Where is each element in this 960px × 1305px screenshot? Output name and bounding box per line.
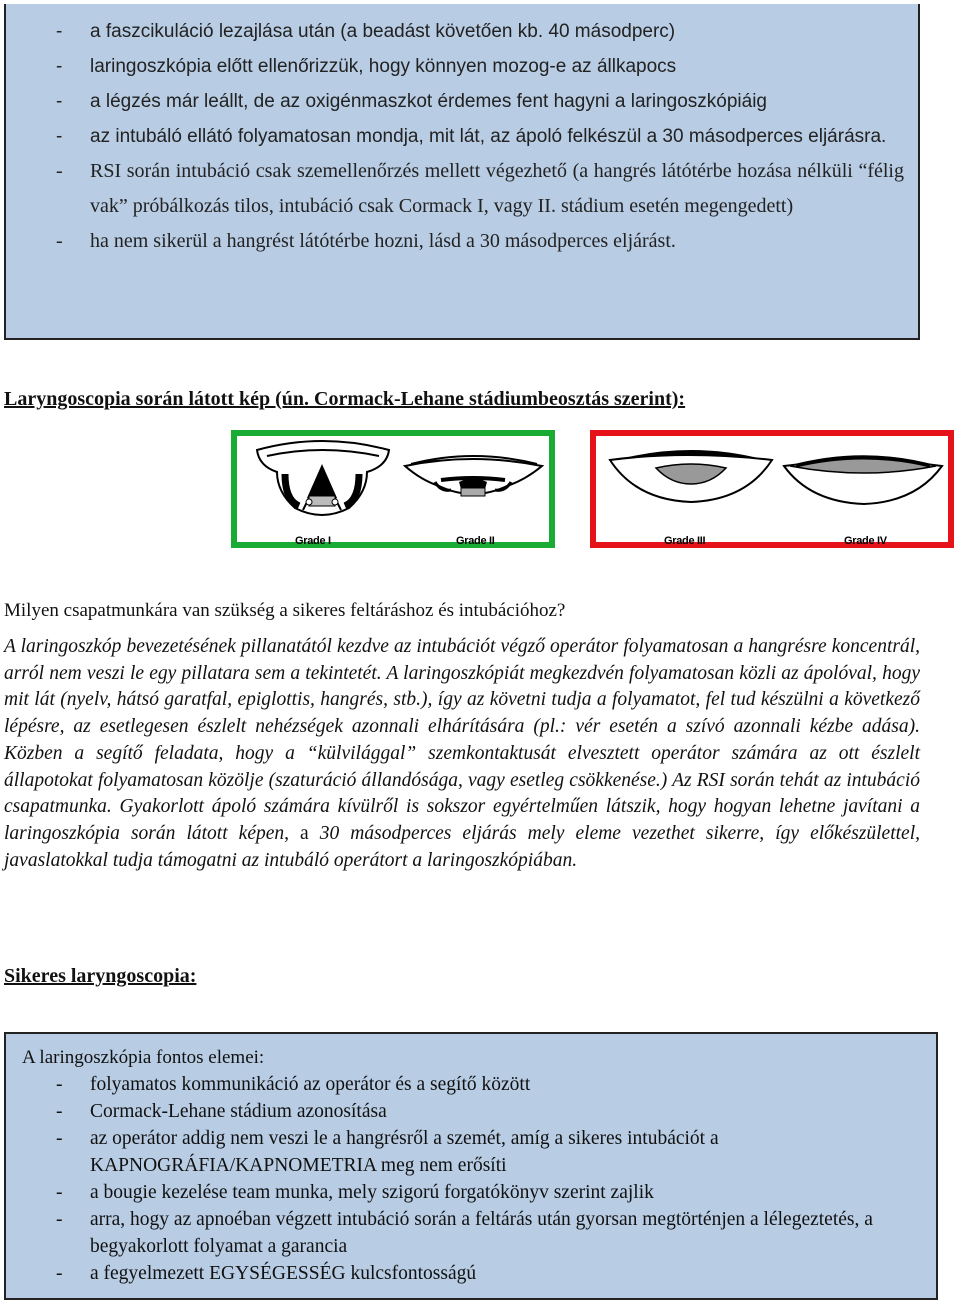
unacceptable-grades-panel [590,430,954,548]
list-item: - arra, hogy az apnoéban végzett intubáció során a feltárás után gyorsan megtörténjen a lélegeztetés, a begyakorlott folyamat a garancia [6,1206,936,1260]
box-title: A laringoszkópia fontos elemei: [22,1047,265,1068]
list-item: - a faszcikuláció lezajlása után (a beadást követően kb. 40 másodperc) [6,14,904,49]
paragraph-text: 30 másodperces eljárás mely eleme vezethet sikerre, így előkészülettel, javaslatokkal tudja támogatni az intubáló operátort a laringoszkópiában. [4,822,920,871]
grade-i-label: Grade I [295,535,331,547]
rsi-steps-list [6,4,918,259]
teamwork-paragraph [4,634,920,874]
list-item: - a fegyelmezett EGYSÉGESSÉG kulcsfontosságú [6,1260,936,1287]
grade-iv-drawing [784,456,942,504]
list-item: - Cormack-Lehane stádium azonosítása [6,1098,936,1125]
grade-iii-drawing [610,450,772,502]
list-item: - az operátor addig nem veszi le a hangrésről a szemét, amíg a sikeres intubációt a KAPNOGRÁFIA/KAPNOMETRIA meg nem erősíti [6,1125,936,1179]
grade-iii-iv-diagram [596,436,948,542]
grade-ii-label: Grade II [456,535,495,547]
list-item: - laringoszkópia előtt ellenőrizzük, hogy könnyen mozog-e az állkapocs [6,49,904,84]
teamwork-question: Milyen csapatmunkára van szükség a sikeres feltáráshoz és intubációhoz? [4,600,566,621]
paragraph-text: A laringoszkóp bevezetésének pillanatától kezdve az intubációt végző operátor folyamatosan a hangrésre koncentrál, arról nem veszi le egy pillatara sem a tekintetét. A laringoszkópiát megkezdvén folyamatosan közli az ápolóval, hogy mit lát (nyelv, hátsó garatfal, epiglottis, hangrés, stb.), így az követni tudja a folyamatot, fel tud készülni a következő lépésre, az esetlegesen észlelt nehézségek azonnali elhárítására (pl.: vér esetén a szívó azonnali kézbe adása). Közben a segítő feladata, hogy a “külvilággal” szemkontaktusát elvesztett operátor számára az ott észlelt állapotokat folyamatosan közölje (szaturáció állandósága, vagy esetleg csökkenése.) Az RSI során tehát az intubáció csapatmunka. Gyakorlott ápoló számára kívülről is sokszor egyértelműen látszik, hogy hogyan lehetne javítani a laringoszkópia során látott képen, [4,636,920,844]
success-heading: Sikeres laryngoscopia: [4,965,197,987]
paragraph-text: a [289,822,320,844]
list-item: - a légzés már leállt, de az oxigénmaszkot érdemes fent hagyni a laringoszkópiáig [6,84,904,119]
laryngoscopy-elements-box [4,1032,938,1300]
list-item: - a bougie kezelése team munka, mely szigorú forgatókönyv szerint zajlik [6,1179,936,1206]
grade-i-drawing [257,441,389,515]
list-item: - ha nem sikerül a hangrést látótérbe hozni, lásd a 30 másodperces eljárást. [6,224,904,259]
grade-iv-label: Grade IV [844,535,887,547]
rsi-steps-box [4,4,920,340]
acceptable-grades-panel [231,430,555,548]
grade-iii-label: Grade III [664,535,706,547]
laryngoscopy-elements-list [6,1071,936,1287]
list-item: - az intubáló ellátó folyamatosan mondja, mit lát, az ápoló felkészül a 30 másodperces eljárásra. [6,119,904,154]
grade-ii-drawing [405,456,542,496]
grade-i-ii-diagram [237,436,549,542]
list-item: - folyamatos kommunikáció az operátor és a segítő között [6,1071,936,1098]
cormack-heading: Laryngoscopia során látott kép (ún. Cormack-Lehane stádiumbeosztás szerint): [4,388,686,410]
list-item: - RSI során intubáció csak szemellenőrzés mellett végezhető (a hangrés látótérbe hozása nélküli “félig vak” próbálkozás tilos, intubáció csak Cormack I, vagy II. stádium esetén megengedett) [6,154,904,224]
